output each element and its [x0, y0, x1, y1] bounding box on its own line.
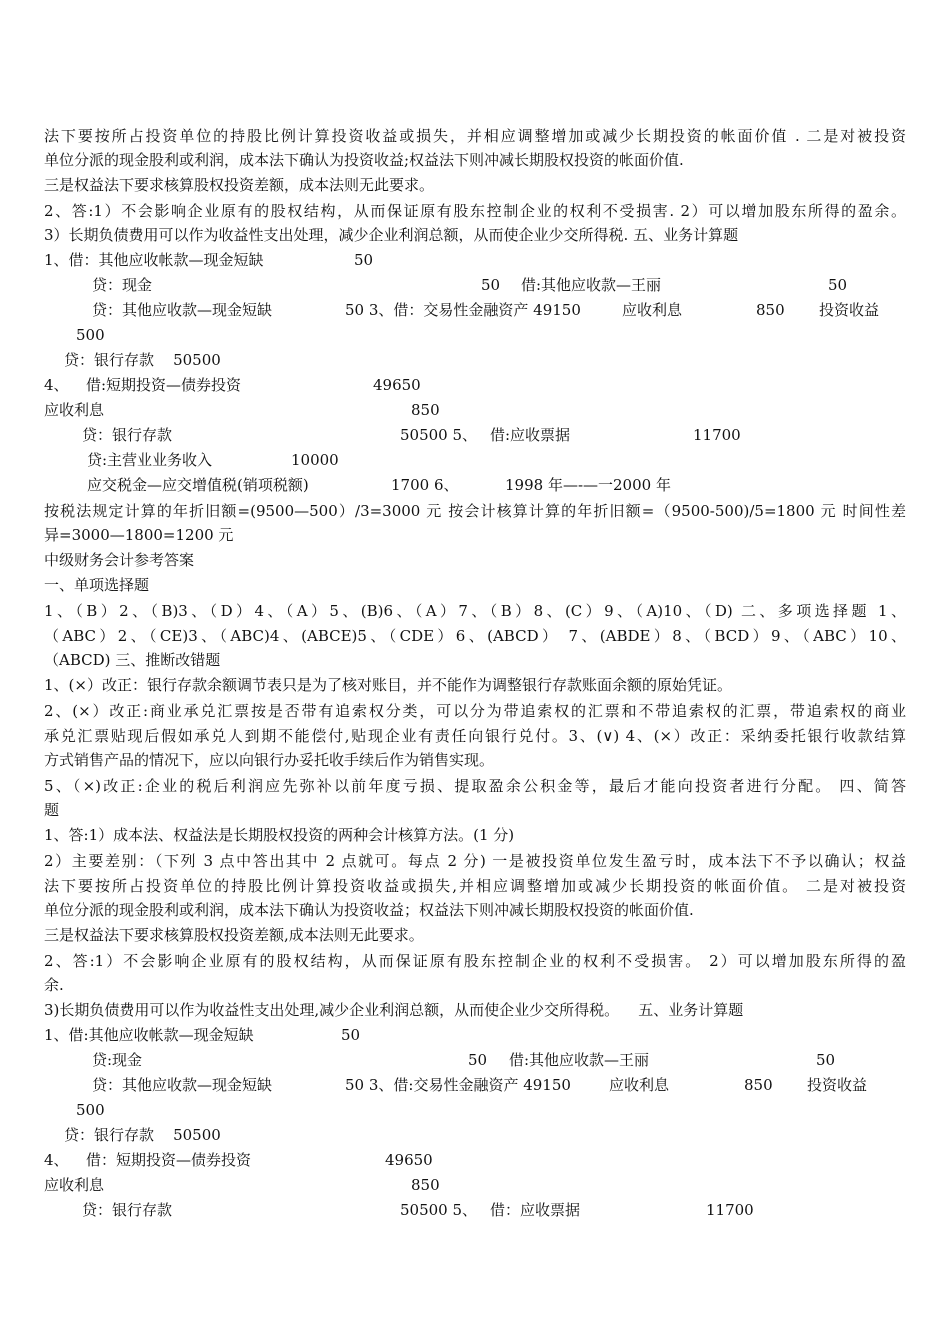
text-segment: 承兑汇票贴现后假如承兑人到期不能偿付,贴现企业有责任向银行兑付。3、(∨) 4、(×）改正：采纳委托银行收款结算: [44, 727, 906, 745]
text-segment: 1、借:其他应收帐款—现金短缺: [44, 1026, 254, 1044]
text-segment: 50 3、借:交易性金融资产 49150: [345, 1076, 571, 1094]
text-segment: 投资收益: [807, 1076, 868, 1094]
text-segment: 贷：银行存款 50500: [64, 351, 221, 369]
text-line: [44, 725, 906, 746]
text-segment: 50500 5、: [400, 1201, 478, 1219]
text-segment: 贷：银行存款: [82, 1201, 173, 1219]
text-segment: 借：应收票据: [490, 1201, 581, 1219]
text-segment: 850: [411, 401, 440, 419]
text-segment: 850: [411, 1176, 440, 1194]
text-segment: 3)长期负债费用可以作为收益性支出处理,减少企业利润总额，从而使企业少交所得税。 五、业务计算题: [44, 1001, 744, 1019]
text-segment: 850: [756, 301, 785, 319]
text-segment: 50: [468, 1051, 488, 1069]
text-segment: 异=3000—1800=1200 元: [44, 526, 234, 544]
text-segment: 题: [44, 801, 60, 819]
text-segment: 应收利息: [44, 1176, 105, 1194]
text-segment: 1998 年—-—一2000 年: [505, 476, 671, 494]
text-line: [44, 875, 906, 896]
text-segment: 应收利息: [609, 1076, 670, 1094]
text-segment: 贷：其他应收款—现金短缺: [92, 1076, 273, 1094]
text-segment: 1、借：其他应收帐款—现金短缺: [44, 251, 264, 269]
text-segment: 50: [354, 251, 374, 269]
text-segment: 贷：现金: [92, 276, 153, 294]
text-segment: 应交税金—应交增值税(销项税额): [87, 476, 309, 494]
text-segment: 50: [341, 1026, 361, 1044]
text-segment: 借：短期投资—债券投资: [86, 1151, 252, 1169]
text-segment: 贷:现金: [92, 1051, 143, 1069]
text-segment: 50: [816, 1051, 836, 1069]
text-segment: 法下要按所占投资单位的持股比例计算投资收益或损失,并相应调整增加或减少长期投资的帐面价值。 二是对被投资: [44, 877, 906, 895]
text-segment: 10000: [291, 451, 339, 469]
text-segment: 按税法规定计算的年折旧额=(9500—500）/3=3000 元 按会计核算计算的年折旧额=（9500-500)/5=1800 元 时间性差: [44, 502, 906, 520]
text-segment: 三是权益法下要求核算股权投资差额，成本法则无此要求。: [44, 176, 435, 194]
text-segment: 借:短期投资—债券投资: [86, 376, 242, 394]
text-line: [44, 775, 906, 796]
text-line: [44, 700, 906, 721]
text-segment: 一、单项选择题: [44, 576, 150, 594]
text-segment: 49650: [373, 376, 421, 394]
text-segment: 11700: [693, 426, 741, 444]
text-segment: 投资收益: [819, 301, 880, 319]
text-segment: 11700: [706, 1201, 754, 1219]
text-segment: 50: [481, 276, 501, 294]
text-segment: 借:其他应收款—王丽: [521, 276, 662, 294]
text-segment: 贷：银行存款: [82, 426, 173, 444]
text-segment: 贷:主营业业务收入: [87, 451, 213, 469]
text-segment: 借:应收票据: [490, 426, 571, 444]
text-segment: 2）主要差别：（下列 3 点中答出其中 2 点就可。每点 2 分) 一是被投资单位发生盈亏时，成本法下不予以确认；权益: [44, 852, 906, 870]
text-segment: 50500 5、: [400, 426, 478, 444]
text-segment: 500: [76, 1101, 105, 1119]
text-segment: 单位分派的现金股利或利润，成本法下确认为投资收益;权益法下则冲减长期股权投资的帐面价值.: [44, 151, 684, 169]
text-line: [44, 500, 906, 521]
text-segment: 借:其他应收款—王丽: [509, 1051, 650, 1069]
text-line: [44, 625, 906, 646]
text-line: [44, 200, 906, 221]
text-segment: 应收利息: [622, 301, 683, 319]
text-segment: 三是权益法下要求核算股权投资差额,成本法则无此要求。: [44, 926, 424, 944]
text-line: [44, 850, 906, 871]
text-segment: 应收利息: [44, 401, 105, 419]
text-segment: 余.: [44, 976, 64, 994]
text-segment: （ABC）2、（CE)3、（ABC)4、(ABCE)5、（CDE）6、(ABCD） 7、(ABDE）8、（BCD）9、（ABC）10、: [44, 627, 906, 645]
text-segment: 单位分派的现金股利或利润，成本法下确认为投资收益；权益法下则冲减长期股权投资的帐面价值.: [44, 901, 694, 919]
text-segment: 1、(×）改正：银行存款余额调节表只是为了核对账目，并不能作为调整银行存款账面余额的原始凭证。: [44, 676, 732, 694]
text-segment: 1700 6、: [391, 476, 459, 494]
text-segment: 5、（×)改正:企业的税后利润应先弥补以前年度亏损、提取盈余公积金等，最后才能向投资者进行分配。 四、简答: [44, 777, 906, 795]
text-line: [44, 600, 906, 621]
text-segment: 贷：其他应收款—现金短缺: [92, 301, 273, 319]
text-segment: 1、（B）2、（B)3、（D）4、（A）5、(B)6、（A）7、（B）8、(C）9、（A)10、（D) 二、多项选择题 1、: [44, 602, 906, 620]
text-line: [44, 950, 906, 971]
text-segment: 2、(×）改正:商业承兑汇票按是否带有追索权分类，可以分为带追索权的汇票和不带追索权的汇票，带追索权的商业: [44, 702, 906, 720]
text-segment: 850: [744, 1076, 773, 1094]
text-segment: 50: [828, 276, 848, 294]
text-segment: 方式销售产品的情况下，应以向银行办妥托收手续后作为销售实现。: [44, 751, 495, 769]
text-segment: 2、答:1）不会影响企业原有的股权结构，从而保证原有股东控制企业的权利不受损害. 2）可以增加股东所得的盈余。: [44, 202, 906, 220]
text-segment: （ABCD) 三、推断改错题: [44, 651, 221, 669]
text-line: [44, 125, 906, 146]
text-segment: 法下要按所占投资单位的持股比例计算投资收益或损失，并相应调整增加或减少长期投资的帐面价值 . 二是对被投资: [44, 127, 906, 145]
text-segment: 500: [76, 326, 105, 344]
text-segment: 4、: [44, 376, 69, 394]
text-segment: 1、答:1）成本法、权益法是长期股权投资的两种会计核算方法。(1 分): [44, 826, 515, 844]
text-segment: 中级财务会计参考答案: [44, 551, 195, 569]
text-segment: 2、答:1）不会影响企业原有的股权结构，从而保证原有股东控制企业的权利不受损害。 2）可以增加股东所得的盈: [44, 952, 906, 970]
text-segment: 贷：银行存款 50500: [64, 1126, 221, 1144]
text-segment: 50 3、借：交易性金融资产 49150: [345, 301, 581, 319]
text-segment: 4、: [44, 1151, 69, 1169]
text-segment: 49650: [385, 1151, 433, 1169]
text-segment: 3）长期负债费用可以作为收益性支出处理，减少企业利润总额，从而使企业少交所得税. 五、业务计算题: [44, 226, 739, 244]
